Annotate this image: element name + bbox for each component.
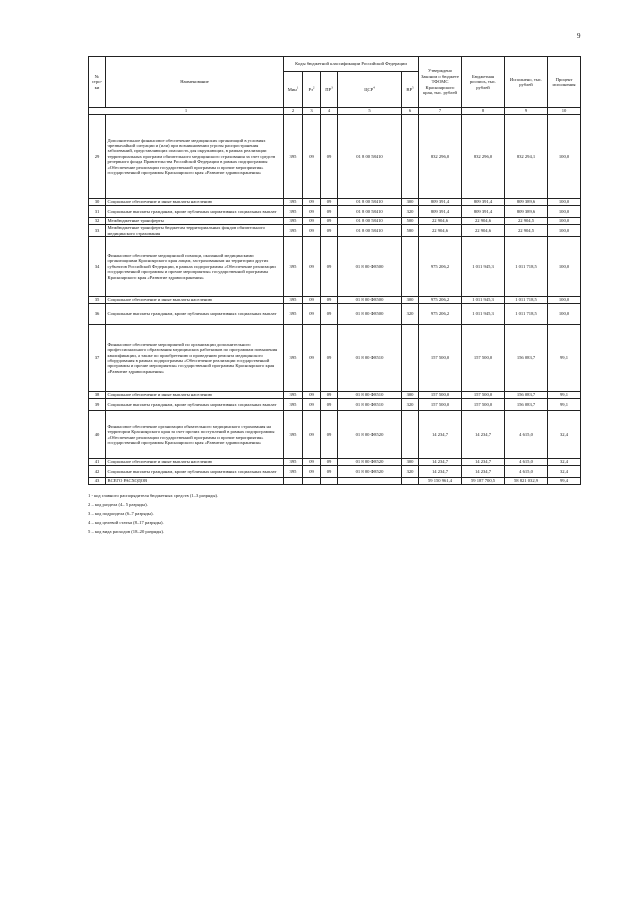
footnotes [88, 492, 218, 537]
row-csr: 01 8 00 58410 [338, 218, 402, 225]
row-vr: 320 [402, 304, 419, 325]
row-percent: 100,0 [548, 225, 581, 237]
row-csr: 01 8 00 Ф8500 [338, 304, 402, 325]
row-vr: 320 [402, 399, 419, 411]
row-approved: 157 500,0 [419, 392, 462, 399]
row-approved: 14 234,7 [419, 411, 462, 459]
header-rz: $Рз^2$ [303, 72, 321, 108]
row-executed: 1 011 718,5 [505, 297, 548, 304]
row-name: Социальные выплаты гражданам, кроме публичных нормативных социальных выплат [106, 399, 284, 411]
footnote: 2 – код раздела (4– 5 разряды). [88, 501, 148, 507]
header-vr: $ВР^5$ [402, 72, 419, 108]
row-min: 395 [284, 297, 303, 304]
row-name: Социальные выплаты гражданам, кроме публичных нормативных социальных выплат [106, 304, 284, 325]
column-index: 6 [402, 108, 419, 115]
row-vr: 300 [402, 199, 419, 206]
row-approved: 14 234,7 [419, 459, 462, 466]
row-executed: 4 615,0 [505, 459, 548, 466]
row-approved: 22 904,6 [419, 218, 462, 225]
row-percent: 32,4 [548, 411, 581, 459]
row-executed: 156 083,7 [505, 392, 548, 399]
row-pr: 09 [321, 304, 338, 325]
header-min: Мин$^1$ [284, 72, 303, 108]
row-number: 36 [89, 304, 106, 325]
row-approved: 157 500,0 [419, 325, 462, 392]
row-executed: 4 615,0 [505, 466, 548, 478]
footnote: 1 - код главного распорядителя бюджетных средств (1–3 разряды). [88, 493, 219, 498]
row-executed: 1 011 718,5 [505, 237, 548, 297]
row-executed: 809 389,6 [505, 199, 548, 206]
row-vr: 500 [402, 218, 419, 225]
row-name: Дополнительное финансовое обеспечение медицинских организаций в условиях чрезвычайной ситуации и (или) при возникновении угрозы распространения заболеваний, представляющих опасность для окружающих, в рамках реализации территориальных программ обязательного медицинского страхования за счет средств резервного фонда Правительства Российской Федерации в рамках подпрограммы «Обеспечение реализации государственной программы и прочие мероприятия» государственной программы Красноярского края «Развитие здравоохранения» [106, 115, 284, 199]
row-csr: 01 8 00 Ф8500 [338, 237, 402, 297]
row-pr: 09 [321, 325, 338, 392]
row-csr: 01 8 00 58410 [338, 115, 402, 199]
budget-execution-table [88, 56, 581, 485]
row-name: Межбюджетные трансферты [106, 218, 284, 225]
row-percent: 100,0 [548, 206, 581, 218]
row-csr: 01 8 00 58410 [338, 225, 402, 237]
row-min: 395 [284, 304, 303, 325]
row-name: Финансовое обеспечение медицинской помощи, оказанной медицинскими организациями Красноярского края лицам, застрахованным на территории других субъектов Российской Федерации, в рамках подпрограммы «Обеспечение реализации государственной программы и прочие мероприятия» государственной программы Красноярского края «Развитие здравоохранения» [106, 237, 284, 297]
row-pr: 09 [321, 399, 338, 411]
row-percent: 99,1 [548, 325, 581, 392]
row-vr [402, 115, 419, 199]
row-budget: 809 391,4 [462, 199, 505, 206]
row-pr: 09 [321, 411, 338, 459]
row-min: 395 [284, 206, 303, 218]
table-row [89, 206, 581, 218]
table-row [89, 392, 581, 399]
row-number: 43 [89, 478, 106, 485]
column-index-row [89, 108, 581, 115]
row-percent: 100,0 [548, 218, 581, 225]
row-csr: 01 8 00 Ф8510 [338, 399, 402, 411]
row-approved: 832 296,0 [419, 115, 462, 199]
row-budget: 14 234,7 [462, 459, 505, 466]
row-name: Социальное обеспечение и иные выплаты населению [106, 199, 284, 206]
row-csr: 01 8 00 58410 [338, 199, 402, 206]
row-vr: 300 [402, 392, 419, 399]
footnote: 3 – код подраздела (6–7 разряды). [88, 510, 154, 516]
row-name: Социальные выплаты гражданам, кроме публичных нормативных социальных выплат [106, 466, 284, 478]
row-executed: 22 904,5 [505, 218, 548, 225]
row-rz: 09 [303, 218, 321, 225]
table-row [89, 325, 581, 392]
row-csr: 01 8 00 Ф8520 [338, 466, 402, 478]
row-name: Финансовое обеспечение мероприятий по организации дополнительного профессионального образования медицинских работников по программам повышения квалификации, а также по приобретению и проведению ремонта медицинского оборудования в рамках подпрограммы «Обеспечение реализации государственной программы и прочие мероприятия» государственной программы Красноярского края «Развитие здравоохранения» [106, 325, 284, 392]
total-percent: 99,4 [548, 478, 581, 485]
row-rz: 09 [303, 411, 321, 459]
header-approved: Утверждено Законом о бюджете ТФОМС Красноярского края, тыс. рублей [419, 57, 462, 108]
row-number: 32 [89, 218, 106, 225]
row-rz: 09 [303, 466, 321, 478]
row-pr: 09 [321, 297, 338, 304]
row-min: 395 [284, 392, 303, 399]
row-number: 41 [89, 459, 106, 466]
row-budget: 157 500,0 [462, 325, 505, 392]
row-vr: 320 [402, 466, 419, 478]
row-executed: 156 083,7 [505, 399, 548, 411]
page-number: 9 [577, 32, 581, 40]
row-vr [402, 325, 419, 392]
row-executed: 809 389,6 [505, 206, 548, 218]
row-name: Социальные выплаты гражданам, кроме публичных нормативных социальных выплат [106, 206, 284, 218]
row-vr: 580 [402, 225, 419, 237]
column-index: 8 [462, 108, 505, 115]
table-row [89, 225, 581, 237]
row-number: 35 [89, 297, 106, 304]
row-min: 395 [284, 115, 303, 199]
row-number: 39 [89, 399, 106, 411]
total-label: ВСЕГО РАСХОДОВ [106, 478, 284, 485]
row-percent: 100,0 [548, 304, 581, 325]
row-percent: 100,0 [548, 115, 581, 199]
row-pr: 09 [321, 206, 338, 218]
row-min: 395 [284, 199, 303, 206]
row-approved: 14 234,7 [419, 466, 462, 478]
row-pr: 09 [321, 115, 338, 199]
column-index: 2 [284, 108, 303, 115]
row-rz: 09 [303, 115, 321, 199]
row-percent: 100,0 [548, 237, 581, 297]
row-min: 395 [284, 466, 303, 478]
row-percent: 99,1 [548, 399, 581, 411]
row-rz: 09 [303, 237, 321, 297]
row-executed: 22 904,5 [505, 225, 548, 237]
row-rz: 09 [303, 325, 321, 392]
table-row [89, 297, 581, 304]
row-number: 30 [89, 199, 106, 206]
row-budget: 809 391,4 [462, 206, 505, 218]
row-number: 31 [89, 206, 106, 218]
column-index: 3 [303, 108, 321, 115]
row-vr [402, 237, 419, 297]
row-percent: 100,0 [548, 297, 581, 304]
row-executed: 156 083,7 [505, 325, 548, 392]
row-name: Межбюджетные трансферты бюджетам территориальных фондов обязательного медицинского страхования [106, 225, 284, 237]
row-rz: 09 [303, 399, 321, 411]
row-pr: 09 [321, 466, 338, 478]
row-number: 37 [89, 325, 106, 392]
row-percent: 32,4 [548, 466, 581, 478]
row-rz: 09 [303, 225, 321, 237]
row-rz: 09 [303, 199, 321, 206]
row-budget: 1 011 945,3 [462, 237, 505, 297]
row-budget: 157 500,0 [462, 399, 505, 411]
header-budget-codes: Коды бюджетной классификации Российской Федерации [284, 57, 419, 72]
row-budget: 22 904,6 [462, 225, 505, 237]
row-number: 40 [89, 411, 106, 459]
row-budget: 1 011 945,3 [462, 297, 505, 304]
header-budget-list: Бюджетная роспись, тыс. рублей [462, 57, 505, 108]
header-pr: $ПР^3$ [321, 72, 338, 108]
row-approved: 975 206,2 [419, 297, 462, 304]
total-approved: 59 150 961,4 [419, 478, 462, 485]
row-pr: 09 [321, 199, 338, 206]
table-row [89, 304, 581, 325]
row-name: Финансовое обеспечение организации обязательного медицинского страхования на территории Красноярского края за счет прочих поступлений в рамках подпрограммы «Обеспечение реализации государственной программы и прочие мероприятия» государственной программы Красноярского края «Развитие здравоохранения» [106, 411, 284, 459]
row-executed: 1 011 718,5 [505, 304, 548, 325]
table-row [89, 459, 581, 466]
row-percent: 100,0 [548, 199, 581, 206]
footnote: 4 – код целевой статьи (8–17 разряды). [88, 519, 164, 525]
row-name: Социальное обеспечение и иные выплаты населению [106, 459, 284, 466]
row-csr: 01 8 00 Ф8500 [338, 297, 402, 304]
footnote: 5 – код вида расходов (18–20 разряды). [88, 528, 165, 534]
total-row [89, 478, 581, 485]
row-csr: 01 8 00 Ф8510 [338, 325, 402, 392]
row-executed: 4 615,0 [505, 411, 548, 459]
row-min: 395 [284, 411, 303, 459]
table-row [89, 199, 581, 206]
row-min: 395 [284, 399, 303, 411]
row-budget: 832 296,0 [462, 115, 505, 199]
row-pr: 09 [321, 237, 338, 297]
column-index: 4 [321, 108, 338, 115]
row-approved: 975 206,2 [419, 304, 462, 325]
row-min: 395 [284, 325, 303, 392]
table-row [89, 466, 581, 478]
row-approved: 809 391,4 [419, 206, 462, 218]
table-row [89, 399, 581, 411]
row-approved: 157 500,0 [419, 399, 462, 411]
row-pr: 09 [321, 225, 338, 237]
row-pr: 09 [321, 392, 338, 399]
row-name: Социальное обеспечение и иные выплаты населению [106, 392, 284, 399]
row-percent: 32,4 [548, 459, 581, 466]
row-budget: 22 904,6 [462, 218, 505, 225]
column-index: 10 [548, 108, 581, 115]
table-row [89, 411, 581, 459]
row-pr: 09 [321, 218, 338, 225]
header-csr: ЦСР$^4$ [338, 72, 402, 108]
column-index: 1 [89, 108, 284, 115]
row-rz: 09 [303, 297, 321, 304]
row-pr: 09 [321, 459, 338, 466]
row-number: 42 [89, 466, 106, 478]
row-vr: 300 [402, 297, 419, 304]
row-csr: 01 8 00 Ф8510 [338, 392, 402, 399]
row-budget: 14 234,7 [462, 466, 505, 478]
row-name: Социальное обеспечение и иные выплаты населению [106, 297, 284, 304]
row-approved: 809 391,4 [419, 199, 462, 206]
row-executed: 832 294,1 [505, 115, 548, 199]
row-budget: 157 500,0 [462, 392, 505, 399]
row-number: 38 [89, 392, 106, 399]
row-min: 395 [284, 237, 303, 297]
header-name: Наименование [106, 57, 284, 108]
row-budget: 14 234,7 [462, 411, 505, 459]
row-csr: 01 8 00 Ф8520 [338, 459, 402, 466]
table-row [89, 218, 581, 225]
row-approved: 975 206,2 [419, 237, 462, 297]
total-executed: 58 821 032,9 [505, 478, 548, 485]
row-min: 395 [284, 459, 303, 466]
table-row [89, 237, 581, 297]
row-csr: 01 8 00 58410 [338, 206, 402, 218]
header-percent: Процент исполнения [548, 57, 581, 108]
row-vr: 300 [402, 459, 419, 466]
row-number: 29 [89, 115, 106, 199]
row-rz: 09 [303, 304, 321, 325]
row-approved: 22 904,6 [419, 225, 462, 237]
header-executed: Исполнено, тыс. рублей [505, 57, 548, 108]
column-index: 9 [505, 108, 548, 115]
row-csr: 01 8 00 Ф8520 [338, 411, 402, 459]
row-number: 34 [89, 237, 106, 297]
column-index: 5 [338, 108, 402, 115]
row-vr: 320 [402, 206, 419, 218]
row-rz: 09 [303, 459, 321, 466]
header-row-number: № стро-ки [89, 57, 106, 108]
table-row [89, 115, 581, 199]
row-number: 33 [89, 225, 106, 237]
row-min: 395 [284, 218, 303, 225]
row-rz: 09 [303, 392, 321, 399]
total-budget: 59 187 700,5 [462, 478, 505, 485]
row-min: 395 [284, 225, 303, 237]
row-vr [402, 411, 419, 459]
row-percent: 99,1 [548, 392, 581, 399]
row-rz: 09 [303, 206, 321, 218]
row-budget: 1 011 945,3 [462, 304, 505, 325]
column-index: 7 [419, 108, 462, 115]
